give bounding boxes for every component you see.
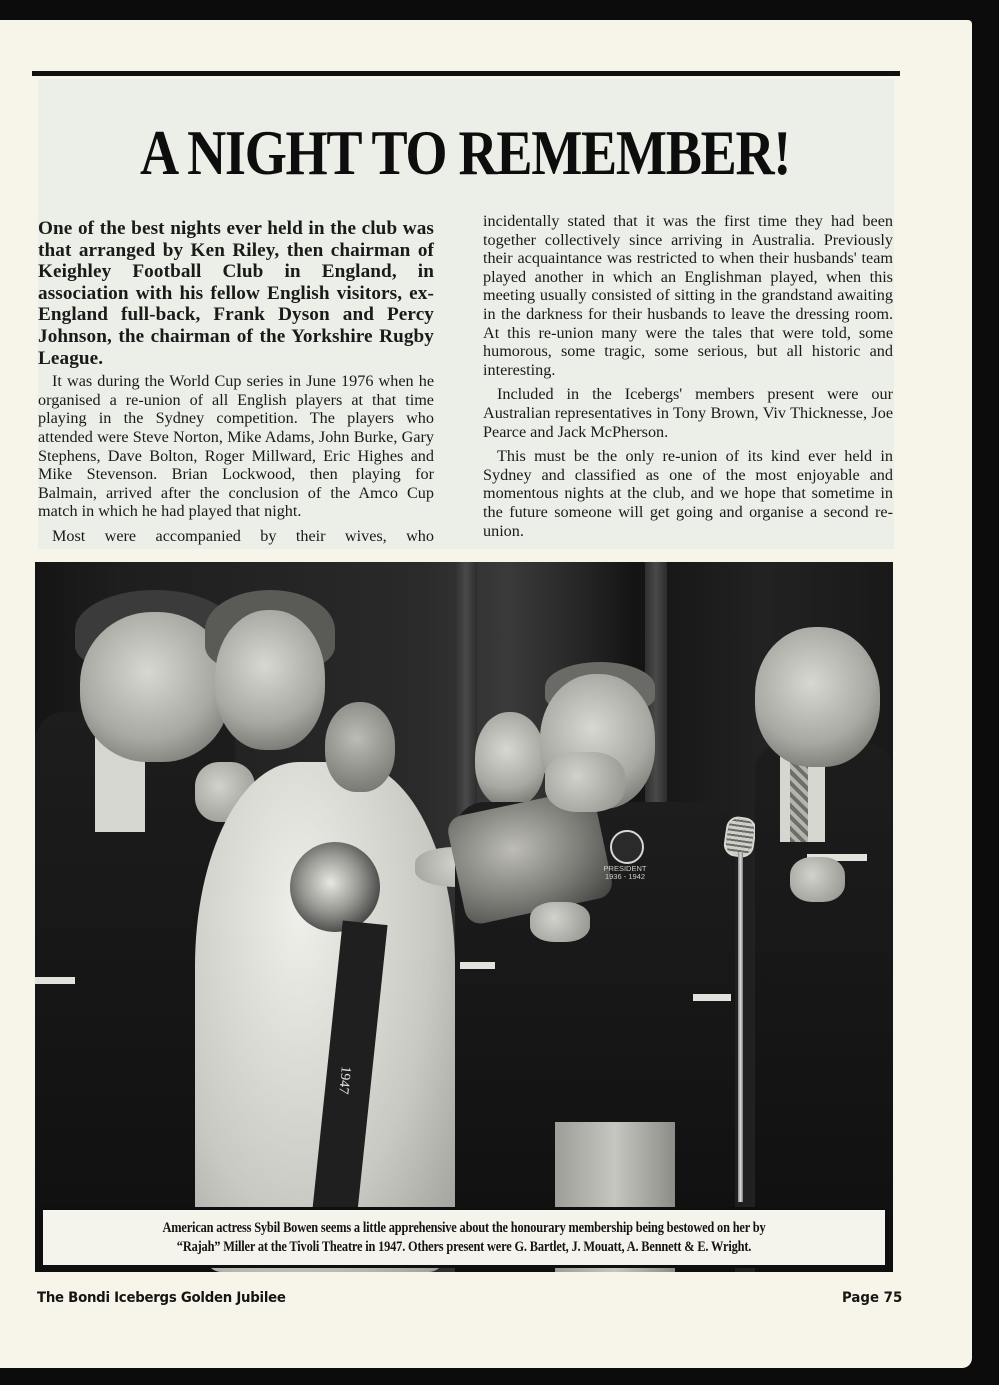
hand [790,857,845,902]
man-right-head [755,627,880,767]
photo-caption-box [40,1207,888,1268]
ribbon-year: 1947 [335,1065,353,1095]
historic-photograph [35,562,893,1272]
article-paragraph: This must be the only re-union of its kind ever held in Sydney and classified as one of the most enjoyable and momentous nights at the club, and we hope that sometime in the future someone will get going and organise a second re-union. [483,447,893,540]
caption-line: American actress Sybil Bowen seems a little apprehensive about the honourary membership being bestowed on her by [162,1219,766,1236]
blazer-stripe [460,962,495,969]
article-lead: One of the best nights ever held in the club was that arranged by Ken Riley, then chairman of Keighley Football Club in England, in association with his fellow English visitors, ex-England full-back, Frank Dyson and Percy Johnson, the chairman of the Yorkshire Rugby League. [38,218,434,369]
article-paragraph: incidentally stated that it was the first time they had been together collectively since arriving in Australia. Previously their acquaintance was restricted to when their husbands' team played another in which an Englishman played, when this meeting usually consisted of sitting in the grandstand awaiting in the darkness for their husbands to leave the dressing room. At this re-union many were the tales that were told, some humorous, some tragic, some serious, but all historic and interesting. [483,212,893,379]
microphone-stand [738,852,743,1202]
article-paragraph: Most were accompanied by their wives, who [52,526,434,545]
header-rule [32,71,900,76]
article-paragraph: Included in the Icebergs' members present were our Australian representatives in Tony Brown, Viv Thicknesse, Joe Pearce and Jack McPherson. [483,385,893,441]
blazer-stripe [693,994,731,1001]
caption-line: “Rajah” Miller at the Tivoli Theatre in 1947. Others present were G. Bartlet, J. Mouatt, A. Bennett & E. Wright. [176,1238,752,1255]
man-behind-head [325,702,395,792]
flower-bouquet [290,842,380,932]
publication-footer: The Bondi Icebergs Golden Jubilee [37,1290,286,1306]
man-middle-head [475,712,545,807]
article-column-left [38,218,434,552]
badge-text [595,865,655,881]
hand [545,752,625,812]
hand [530,902,590,942]
article-paragraph: It was during the World Cup series in June 1976 when he organised a re-union of all English players at that time playing in the Sydney competition. The players who attended were Steve Norton, Mike Adams, John Burke, Gary Stephens, Dave Bolton, Roger Millward, Eric Highes and Mike Stevenson. Brian Lockwood, then playing for Balmain, arrived after the conclusion of the Amco Cup match in which he had played that night. [38,372,434,521]
article-column-right [483,212,893,546]
actress-head [215,610,325,750]
club-crest-badge-icon [610,830,644,864]
article-title: A NIGHT TO REMEMBER! [139,118,791,188]
man-right-tie [790,762,808,842]
page-number: Page 75 [842,1290,903,1306]
badge-text-years: 1936 - 1942 [604,872,646,881]
badge-text-president: PRESIDENT [603,864,647,873]
photo-caption [51,1219,877,1257]
blazer-stripe [35,977,75,984]
